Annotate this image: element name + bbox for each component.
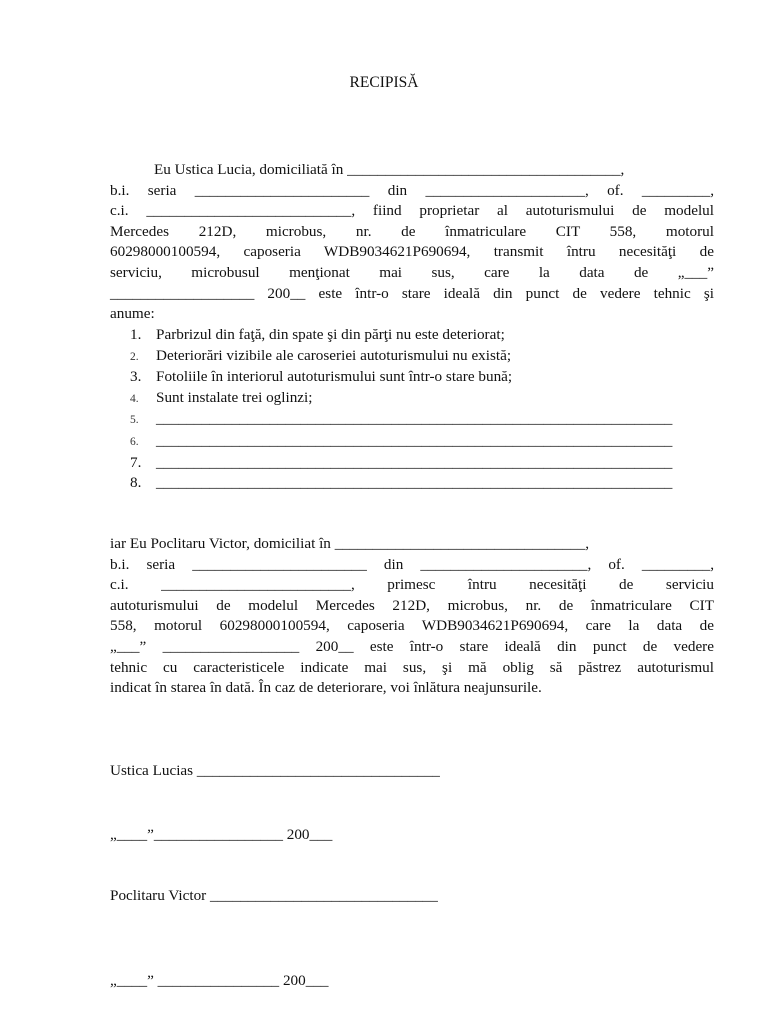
list-number: 7. [130,453,142,471]
paragraph-line: b.i. seria _______________________ din _____________________, of. _________, [110,181,714,199]
paragraph-line: b.i. seria _______________________ din ______________________, of. _________, [110,555,714,573]
list-item [130,409,710,431]
paragraph-line: anume: [110,305,155,323]
paragraph-line: Eu Ustica Lucia, domiciliată în ____________________________________, [154,161,625,178]
paragraph-line: serviciu, microbusul menţionat mai sus, care la data de „___” [110,263,714,281]
list-number: 8. [130,474,142,492]
paragraph-line: „___” __________________ 200__ este într-o stare ideală din punct de vedere [110,637,714,655]
paragraph-line: c.i. ___________________________, fiind proprietar al autoturismului de modelul [110,202,714,220]
condition-list [130,325,710,494]
paragraph-line: indicat în starea în dată. În caz de deteriorare, voi înlătura neajunsurile. [110,679,542,697]
list-number: 3. [130,368,142,386]
paragraph-line: 60298000100594, caposeria WDB9034621P690694, transmit întru necesităţi de [110,243,714,261]
list-text: ____________________________________________________________________ [156,431,673,449]
list-item [130,388,710,410]
list-number: 6. [130,435,139,448]
list-item [130,346,710,368]
paragraph-owner [110,160,714,325]
list-text: ____________________________________________________________________ [156,474,673,492]
list-item [130,453,710,474]
list-text: ____________________________________________________________________ [156,453,673,471]
paragraph-line: ___________________ 200__ este într-o stare ideală din punct de vedere tehnic şi [110,284,714,302]
list-item [130,431,710,453]
list-text: Sunt instalate trei oglinzi; [156,388,313,406]
paragraph-line: autoturismului de modelul Mercedes 212D, microbus, nr. de înmatriculare CIT [110,596,714,614]
signature-owner: Ustica Lucias ________________________________ [110,762,440,779]
paragraph-receiver [110,534,714,699]
paragraph-line: tehnic cu caracteristicele indicate mai sus, şi mă oblig să păstrez autoturismul [110,658,714,676]
signature-receiver-date: „____” ________________ 200___ [110,972,329,989]
list-number: 4. [130,392,139,405]
list-number: 2. [130,350,139,363]
signature-receiver: Poclitaru Victor ______________________________ [110,887,438,904]
list-item [130,473,710,494]
paragraph-line: 558, motorul 60298000100594, caposeria WDB9034621P690694, care la data de [110,617,714,635]
list-item [130,325,710,346]
list-number: 1. [130,326,142,343]
list-text: Deteriorări vizibile ale caroseriei autoturismului nu există; [156,346,512,364]
signature-owner-date: „____”_________________ 200___ [110,826,333,843]
list-text: ____________________________________________________________________ [156,410,673,428]
list-text: Parbrizul din faţă, din spate şi din părţi nu este deteriorat; [156,326,505,343]
list-text: Fotoliile în interiorul autoturismului sunt într-o stare bună; [156,368,513,386]
page-title: RECIPISĂ [349,74,419,91]
paragraph-line: iar Eu Poclitaru Victor, domiciliat în _________________________________, [110,535,590,552]
paragraph-line: Mercedes 212D, microbus, nr. de înmatriculare CIT 558, motorul [110,222,714,240]
list-number: 5. [130,414,139,427]
list-item [130,367,710,388]
paragraph-line: c.i. _________________________, primesc întru necesităţi de serviciu [110,576,714,594]
